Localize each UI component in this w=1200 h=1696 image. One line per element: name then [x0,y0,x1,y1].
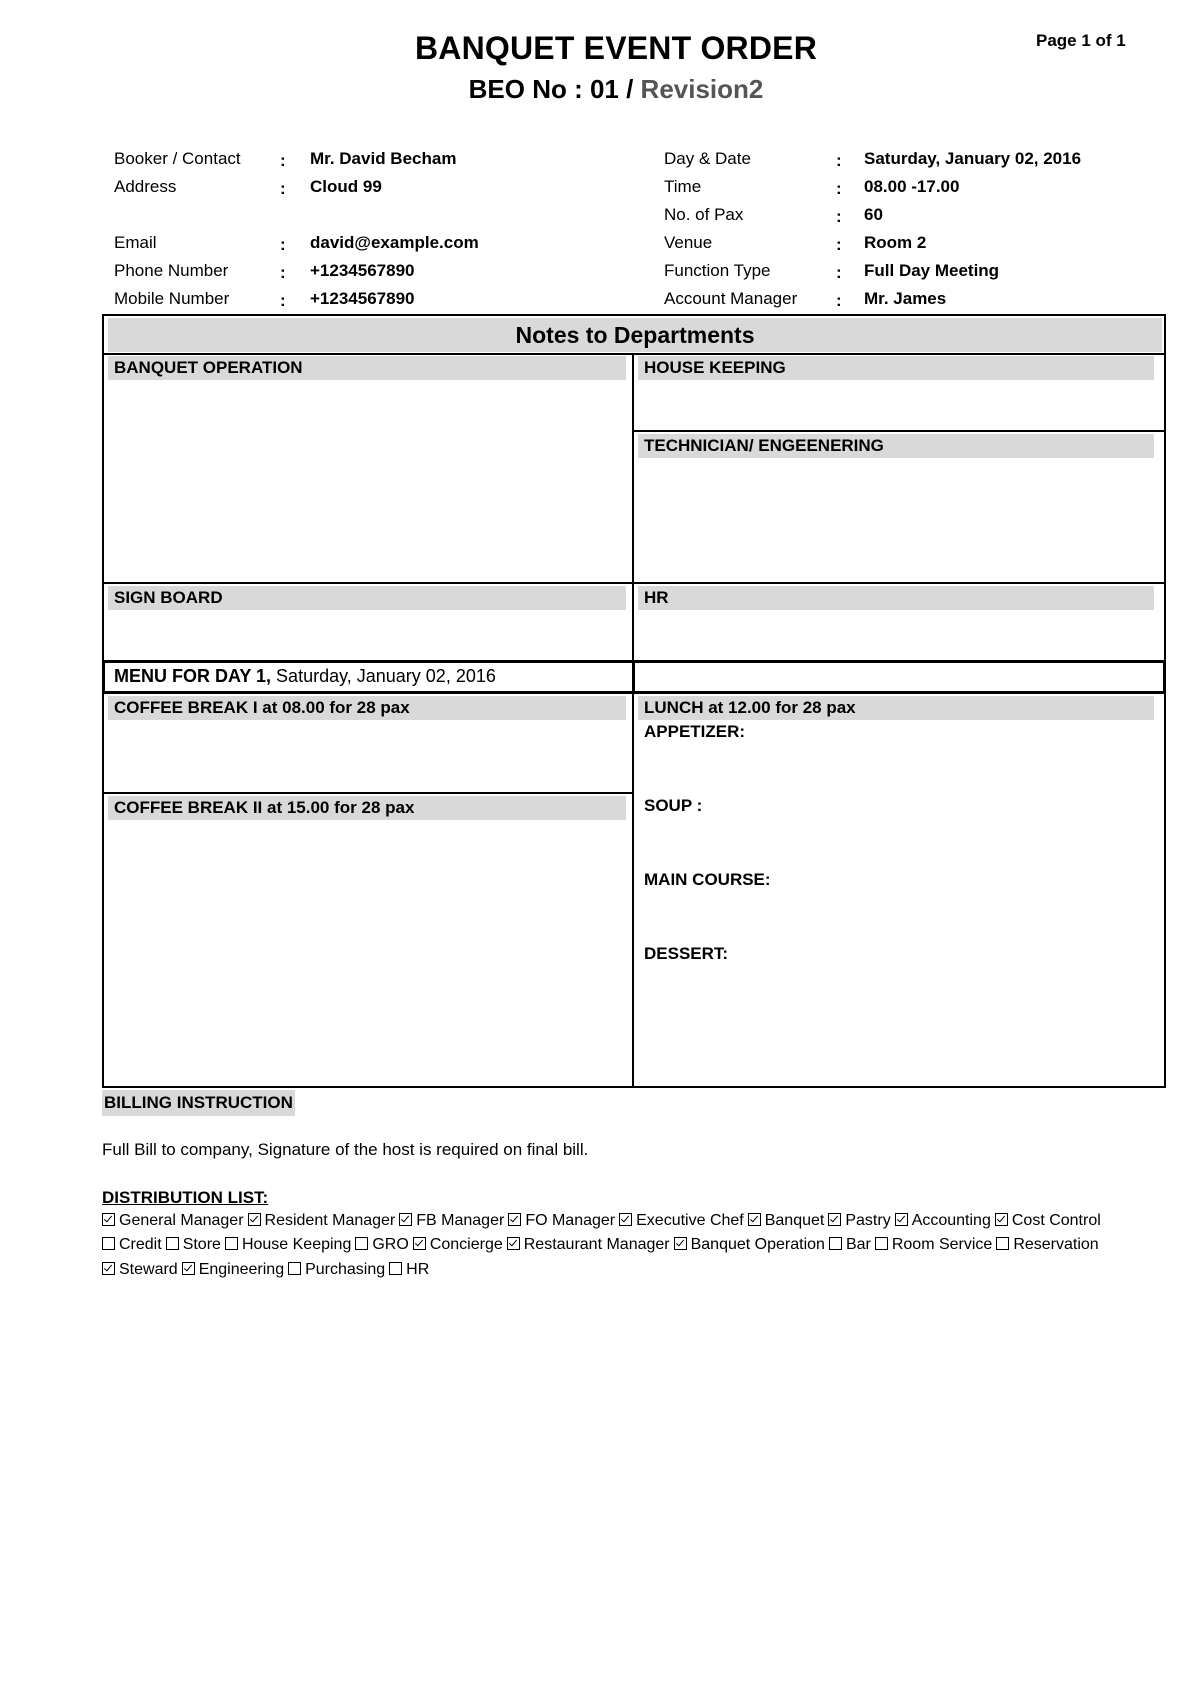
page-number: Page 1 of 1 [1036,31,1126,50]
distribution-list-label: DISTRIBUTION LIST: [102,1188,269,1207]
distribution-item-label: Cost Control [1011,1212,1101,1229]
info-label-function-type: Function Type [664,261,771,280]
checked-box-icon[interactable] [102,1213,115,1226]
distribution-item-label: Steward [119,1261,178,1278]
checked-box-icon[interactable] [619,1213,632,1226]
distribution-item[interactable] [102,1236,162,1253]
info-value-address: Cloud 99 [310,177,382,196]
info-label-account-manager: Account Manager [664,289,798,308]
revision-text: Revision2 [640,74,764,104]
unchecked-box-icon[interactable] [225,1237,238,1250]
info-label-pax: No. of Pax [664,205,744,224]
checked-box-icon[interactable] [102,1262,115,1275]
info-label-phone: Phone Number [114,261,229,280]
section-banquet-operation: BANQUET OPERATION [108,356,626,380]
menu-day-date: Saturday, January 02, 2016 [271,666,496,686]
unchecked-box-icon[interactable] [288,1262,301,1275]
distribution-row [102,1212,1105,1230]
info-colon: : [280,263,286,282]
info-value-time: 08.00 -17.00 [864,177,960,196]
billing-instruction-label: BILLING INSTRUCTION [102,1090,295,1116]
document-title: BANQUET EVENT ORDER [414,30,818,66]
distribution-item-label: GRO [372,1236,409,1253]
info-colon: : [836,291,842,310]
distribution-item-label: Restaurant Manager [523,1236,670,1253]
info-value-function-type: Full Day Meeting [864,261,1000,280]
divider [102,353,1166,355]
distribution-row [102,1261,433,1279]
info-colon: : [836,263,842,282]
info-colon: : [280,291,286,310]
info-value-pax: 60 [864,205,883,224]
section-sign-board: SIGN BOARD [108,586,626,610]
distribution-item[interactable] [996,1236,1098,1253]
divider [632,353,634,1088]
distribution-item[interactable] [389,1261,429,1278]
distribution-item[interactable] [102,1261,178,1278]
distribution-item[interactable] [507,1236,670,1253]
distribution-item[interactable] [829,1236,871,1253]
section-house-keeping: HOUSE KEEPING [638,356,1154,380]
section-lunch: LUNCH at 12.00 for 28 pax [638,696,1154,720]
checked-box-icon[interactable] [507,1237,520,1250]
distribution-item-label: General Manager [119,1212,244,1229]
distribution-item-label: FB Manager [416,1212,505,1229]
info-colon: : [280,235,286,254]
checked-box-icon[interactable] [674,1237,687,1250]
distribution-item[interactable] [225,1236,351,1253]
checked-box-icon[interactable] [995,1213,1008,1226]
distribution-item-label: HR [406,1261,430,1278]
divider [102,792,634,794]
distribution-item-label: Purchasing [305,1261,386,1278]
distribution-item[interactable] [748,1212,825,1229]
distribution-item[interactable] [102,1212,244,1229]
distribution-item[interactable] [508,1212,615,1229]
info-label-address: Address [114,177,177,196]
unchecked-box-icon[interactable] [996,1237,1009,1250]
distribution-item[interactable] [288,1261,385,1278]
distribution-item-label: Bar [845,1236,871,1253]
distribution-item[interactable] [828,1212,890,1229]
checked-box-icon[interactable] [895,1213,908,1226]
info-colon: : [836,179,842,198]
unchecked-box-icon[interactable] [829,1237,842,1250]
info-value-phone: +1234567890 [310,261,415,280]
info-label-mobile: Mobile Number [114,289,230,308]
info-colon: : [280,151,286,170]
checked-box-icon[interactable] [508,1213,521,1226]
divider [632,430,1166,432]
distribution-item[interactable] [413,1236,503,1253]
unchecked-box-icon[interactable] [166,1237,179,1250]
distribution-item-label: Reservation [1013,1236,1099,1253]
info-colon: : [836,151,842,170]
distribution-item-label: Room Service [891,1236,993,1253]
divider [102,582,1166,584]
divider [632,660,635,694]
distribution-item[interactable] [355,1236,408,1253]
distribution-item-label: Store [182,1236,221,1253]
info-value-date: Saturday, January 02, 2016 [864,149,1082,168]
distribution-item-label: FO Manager [525,1212,616,1229]
beo-number [0,74,1200,105]
distribution-item[interactable] [995,1212,1101,1229]
distribution-item-label: Engineering [198,1261,285,1278]
info-label-time: Time [664,177,702,196]
distribution-item[interactable] [895,1212,991,1229]
unchecked-box-icon[interactable] [355,1237,368,1250]
menu-day-label-text: MENU FOR DAY 1, [114,666,272,686]
checked-box-icon[interactable] [413,1237,426,1250]
lunch-appetizer: APPETIZER: [644,722,746,741]
menu-day-label [114,666,496,687]
distribution-row [102,1236,1103,1254]
info-value-account-manager: Mr. James [864,289,947,308]
notes-title: Notes to Departments [108,318,1162,352]
info-colon: : [836,235,842,254]
section-technician: TECHNICIAN/ ENGEENERING [638,434,1154,458]
distribution-item[interactable] [166,1236,221,1253]
section-coffee-break-2: COFFEE BREAK II at 15.00 for 28 pax [108,796,626,820]
distribution-item[interactable] [248,1212,396,1229]
distribution-item-label: Banquet [764,1212,825,1229]
distribution-item-label: Concierge [429,1236,503,1253]
info-label-booker: Booker / Contact [114,149,241,168]
info-colon: : [280,179,286,198]
distribution-item-label: Credit [119,1236,162,1253]
unchecked-box-icon[interactable] [875,1237,888,1250]
distribution-item-label: Accounting [911,1212,991,1229]
unchecked-box-icon[interactable] [102,1237,115,1250]
distribution-item[interactable] [674,1236,825,1253]
beo-number-text: BEO No : 01 / [468,74,641,104]
info-label-email: Email [114,233,157,252]
checked-box-icon[interactable] [182,1262,195,1275]
info-value-booker: Mr. David Becham [310,149,457,168]
info-label-venue: Venue [664,233,713,252]
distribution-item[interactable] [182,1261,284,1278]
checked-box-icon[interactable] [248,1213,261,1226]
distribution-item-label: House Keeping [241,1236,352,1253]
distribution-item[interactable] [619,1212,744,1229]
checked-box-icon[interactable] [399,1213,412,1226]
distribution-item-label: Executive Chef [636,1212,744,1229]
distribution-item-label: Pastry [845,1212,891,1229]
lunch-soup: SOUP : [644,796,703,815]
distribution-item[interactable] [875,1236,992,1253]
distribution-item[interactable] [399,1212,504,1229]
lunch-dessert: DESSERT: [644,944,729,963]
distribution-item-label: Resident Manager [264,1212,396,1229]
info-value-email: david@example.com [310,233,479,252]
section-hr: HR [638,586,1154,610]
distribution-item-label: Banquet Operation [690,1236,825,1253]
info-value-mobile: +1234567890 [310,289,415,308]
billing-instruction-text: Full Bill to company, Signature of the host is required on final bill. [102,1140,589,1159]
info-colon: : [836,207,842,226]
checked-box-icon[interactable] [748,1213,761,1226]
info-value-venue: Room 2 [864,233,927,252]
section-coffee-break-1: COFFEE BREAK I at 08.00 for 28 pax [108,696,626,720]
info-label-date: Day & Date [664,149,751,168]
checked-box-icon[interactable] [828,1213,841,1226]
lunch-main-course: MAIN COURSE: [644,870,771,889]
unchecked-box-icon[interactable] [389,1262,402,1275]
